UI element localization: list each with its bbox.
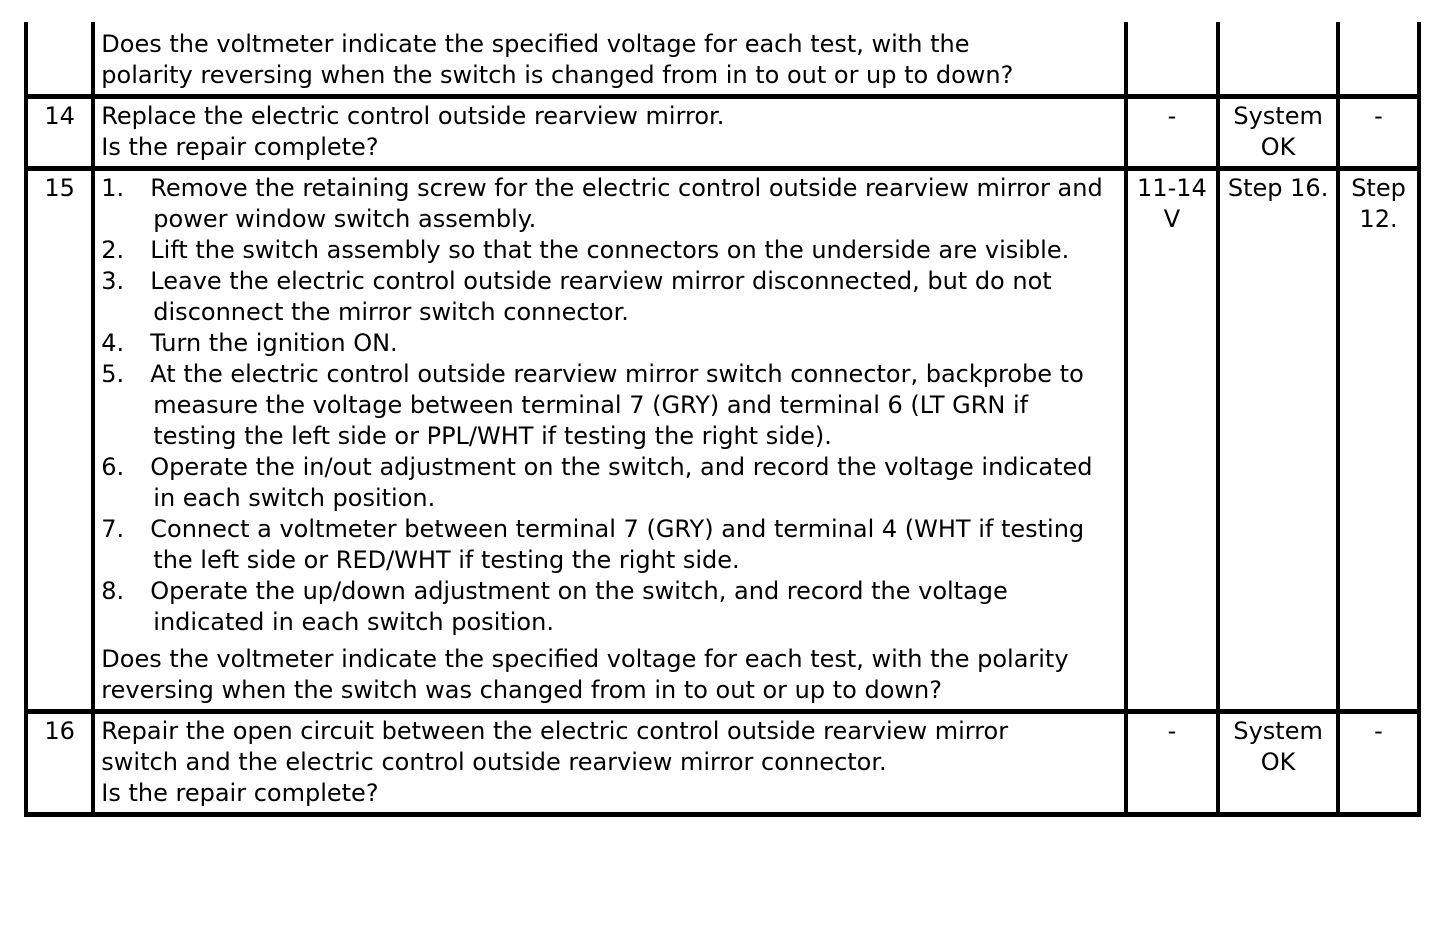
- substep-text: Operate the in/out adjustment on the switch, and record the voltage indicated in each switch position.: [150, 453, 1093, 512]
- action-text: Is the repair complete?: [101, 779, 379, 807]
- action-cell: [93, 712, 1125, 815]
- substep-number: 8.: [101, 577, 125, 605]
- value-cell: [1126, 22, 1219, 97]
- substep-text: Connect a voltmeter between terminal 7 (GRY) and terminal 4 (WHT if testing the left side or RED/WHT if testing the right side.: [150, 515, 1085, 574]
- step-number-cell: 16: [26, 712, 93, 815]
- action-cell: [93, 22, 1125, 97]
- substep-item: [101, 235, 1117, 266]
- action-cell: [93, 169, 1125, 712]
- table-row: [26, 712, 1419, 815]
- value-cell: 11-14 V: [1126, 169, 1219, 712]
- question-text: Does the voltmeter indicate the specified voltage for each test, with the polarity reversing when the switch was changed from in to out or up to down?: [101, 645, 1069, 704]
- substep-item: [101, 576, 1117, 638]
- substep-list: [101, 173, 1117, 638]
- value-cell: -: [1126, 712, 1219, 815]
- substep-text: Operate the up/down adjustment on the switch, and record the voltage indicated in each switch position.: [150, 577, 1008, 636]
- table-row: [26, 169, 1419, 712]
- table-row: [26, 22, 1419, 97]
- no-cell: [1338, 22, 1419, 97]
- substep-text: At the electric control outside rearview mirror switch connector, backprobe to measure the voltage between terminal 7 (GRY) and terminal 6 (LT GRN if testing the left side or PPL/WHT if testing the right side).: [150, 360, 1084, 450]
- action-text: Does the voltmeter indicate the specified voltage for each test, with the: [101, 30, 970, 58]
- diagnostic-table: [24, 22, 1421, 817]
- action-text: Repair the open circuit between the electric control outside rearview mirror: [101, 717, 1009, 745]
- step-number-cell: 14: [26, 97, 93, 169]
- table-row: [26, 97, 1419, 169]
- substep-number: 2.: [101, 236, 125, 264]
- substep-number: 1.: [101, 174, 125, 202]
- substep-number: 6.: [101, 453, 125, 481]
- substep-number: 3.: [101, 267, 125, 295]
- value-cell: -: [1126, 97, 1219, 169]
- no-cell: -: [1338, 97, 1419, 169]
- substep-number: 5.: [101, 360, 125, 388]
- substep-item: [101, 173, 1117, 235]
- action-text: Replace the electric control outside rearview mirror.: [101, 102, 725, 130]
- substep-text: Lift the switch assembly so that the connectors on the underside are visible.: [150, 236, 1070, 264]
- substep-text: Remove the retaining screw for the electric control outside rearview mirror and power window switch assembly.: [150, 174, 1103, 233]
- substep-item: [101, 328, 1117, 359]
- yes-cell: [1218, 22, 1338, 97]
- substep-item: [101, 359, 1117, 452]
- action-text: polarity reversing when the switch is changed from in to out or up to down?: [101, 61, 1014, 89]
- yes-cell: System OK: [1218, 712, 1338, 815]
- substep-item: [101, 266, 1117, 328]
- yes-cell: System OK: [1218, 97, 1338, 169]
- substep-text: Leave the electric control outside rearview mirror disconnected, but do not disconnect the mirror switch connector.: [150, 267, 1052, 326]
- substep-text: Turn the ignition ON.: [150, 329, 398, 357]
- no-cell: -: [1338, 712, 1419, 815]
- action-text: switch and the electric control outside rearview mirror connector.: [101, 748, 887, 776]
- step-number-cell: [26, 22, 93, 97]
- action-cell: [93, 97, 1125, 169]
- yes-cell: Step 16.: [1218, 169, 1338, 712]
- step-number-cell: 15: [26, 169, 93, 712]
- substep-number: 4.: [101, 329, 125, 357]
- substep-number: 7.: [101, 515, 125, 543]
- no-cell: Step 12.: [1338, 169, 1419, 712]
- substep-item: [101, 452, 1117, 514]
- action-text: Is the repair complete?: [101, 133, 379, 161]
- substep-item: [101, 514, 1117, 576]
